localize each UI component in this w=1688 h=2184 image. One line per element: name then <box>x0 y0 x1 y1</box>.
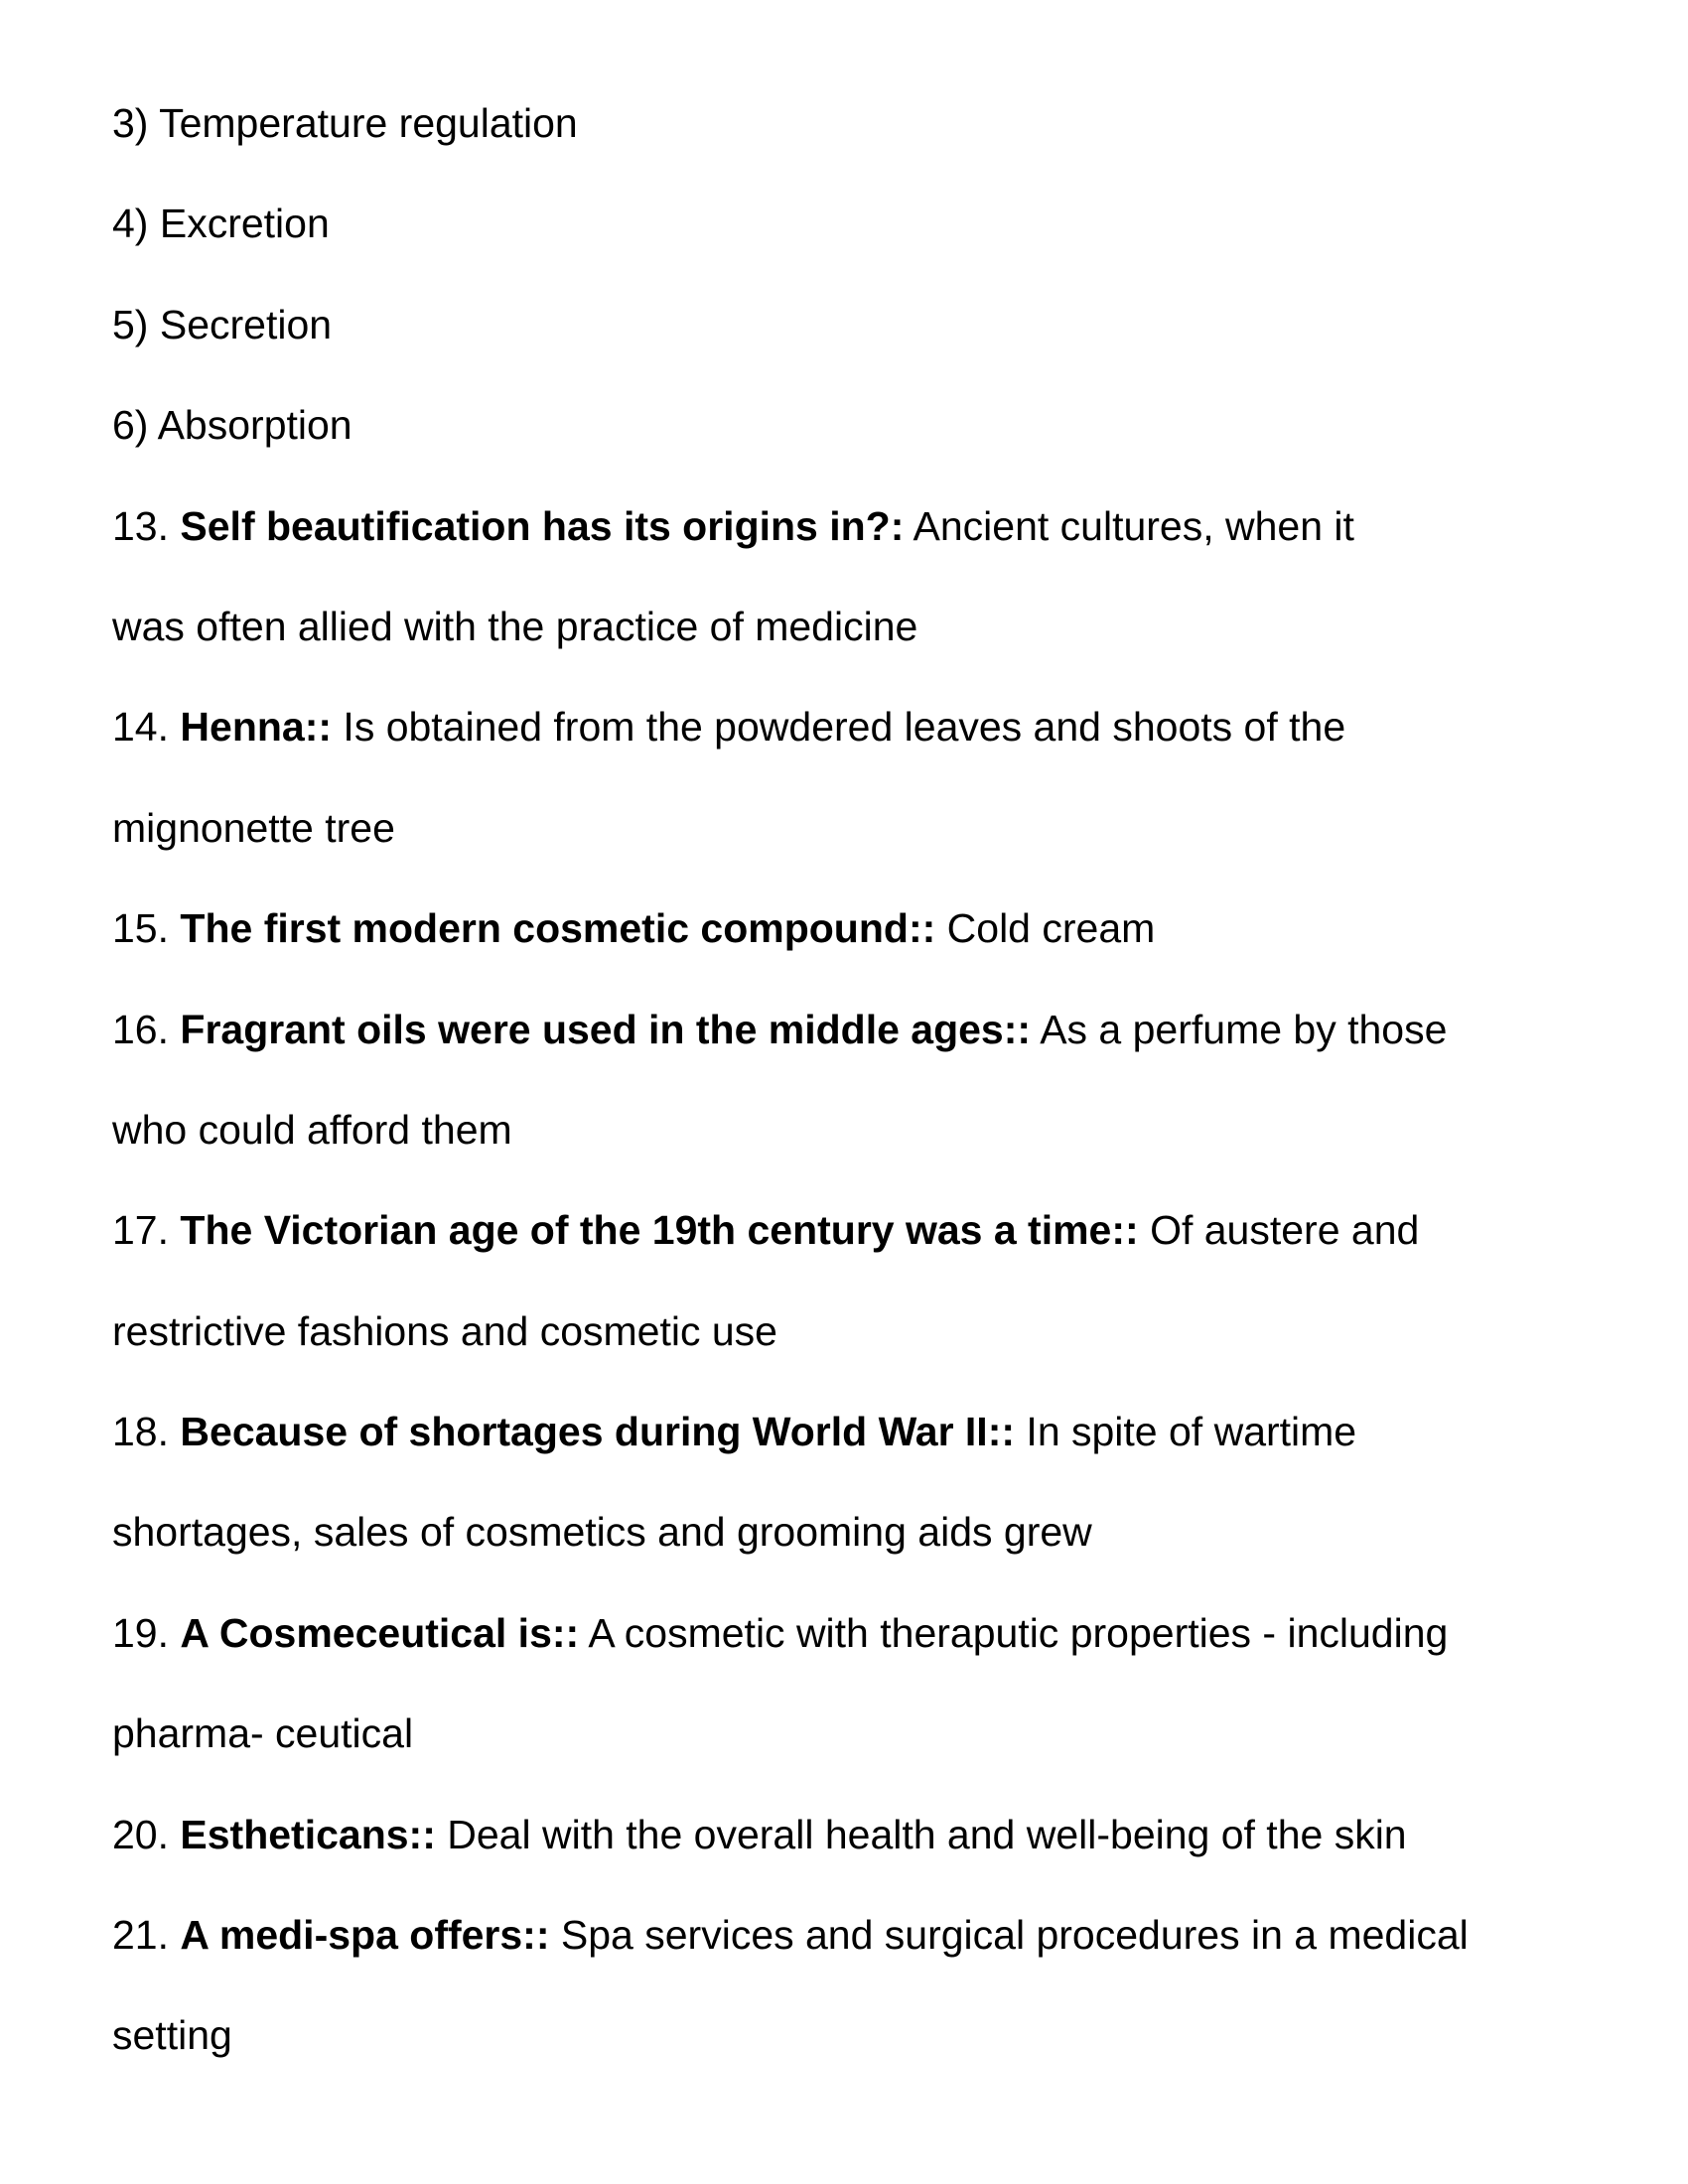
item-term: A medi-spa offers:: <box>180 1912 550 1959</box>
question-item <box>112 677 1641 777</box>
item-term: A Cosmeceutical is:: <box>180 1609 580 1656</box>
item-answer-continued: mignonette tree <box>112 804 395 851</box>
question-item <box>112 1785 1641 1885</box>
item-number: 15. <box>112 905 169 952</box>
item-answer: In spite of wartime <box>1026 1409 1357 1455</box>
function-list-item: 4) Excretion <box>112 201 330 247</box>
question-item <box>112 477 1641 577</box>
item-number: 14. <box>112 704 169 751</box>
item-answer: Cold cream <box>946 905 1156 952</box>
function-list-item: 3) Temperature regulation <box>112 100 578 146</box>
item-answer: Deal with the overall health and well-being of the skin <box>447 1811 1407 1857</box>
item-term: Because of shortages during World War II:: <box>180 1409 1016 1455</box>
item-answer: As a perfume by those <box>1040 1006 1448 1052</box>
item-number: 20. <box>112 1811 169 1857</box>
question-item <box>112 879 1641 979</box>
item-number: 21. <box>112 1912 169 1959</box>
item-number: 13. <box>112 502 169 549</box>
question-item <box>112 980 1641 1080</box>
item-answer-continued: who could afford them <box>112 1106 512 1153</box>
document-page <box>112 73 1641 2087</box>
item-answer: Spa services and surgical procedures in a medical <box>560 1912 1469 1959</box>
item-answer: Is obtained from the powdered leaves and shoots of the <box>343 704 1346 751</box>
item-number: 19. <box>112 1609 169 1656</box>
item-term: Estheticans:: <box>180 1811 436 1857</box>
function-list-item: 5) Secretion <box>112 301 333 347</box>
item-term: The first modern cosmetic compound:: <box>180 905 936 952</box>
item-answer-continued: shortages, sales of cosmetics and grooming aids grew <box>112 1509 1092 1556</box>
item-number: 16. <box>112 1006 169 1052</box>
item-answer: Of austere and <box>1150 1207 1420 1254</box>
item-term: The Victorian age of the 19th century was a time:: <box>180 1207 1139 1254</box>
item-answer-continued: pharma- ceutical <box>112 1710 414 1757</box>
item-number: 18. <box>112 1409 169 1455</box>
item-number: 17. <box>112 1207 169 1254</box>
question-item <box>112 1583 1641 1684</box>
item-answer: Ancient cultures, when it <box>913 502 1354 549</box>
item-term: Henna:: <box>180 704 333 751</box>
item-term: Fragrant oils were used in the middle ages:: <box>180 1006 1032 1052</box>
item-answer-continued: setting <box>112 2012 232 2059</box>
question-item <box>112 1382 1641 1482</box>
item-answer: A cosmetic with theraputic properties - including <box>588 1609 1449 1656</box>
item-answer-continued: restrictive fashions and cosmetic use <box>112 1307 777 1354</box>
item-term: Self beautification has its origins in?: <box>180 502 905 549</box>
question-item <box>112 1885 1641 1985</box>
question-item <box>112 1180 1641 1281</box>
function-list-item: 6) Absorption <box>112 402 352 449</box>
item-answer-continued: was often allied with the practice of medicine <box>112 603 918 649</box>
